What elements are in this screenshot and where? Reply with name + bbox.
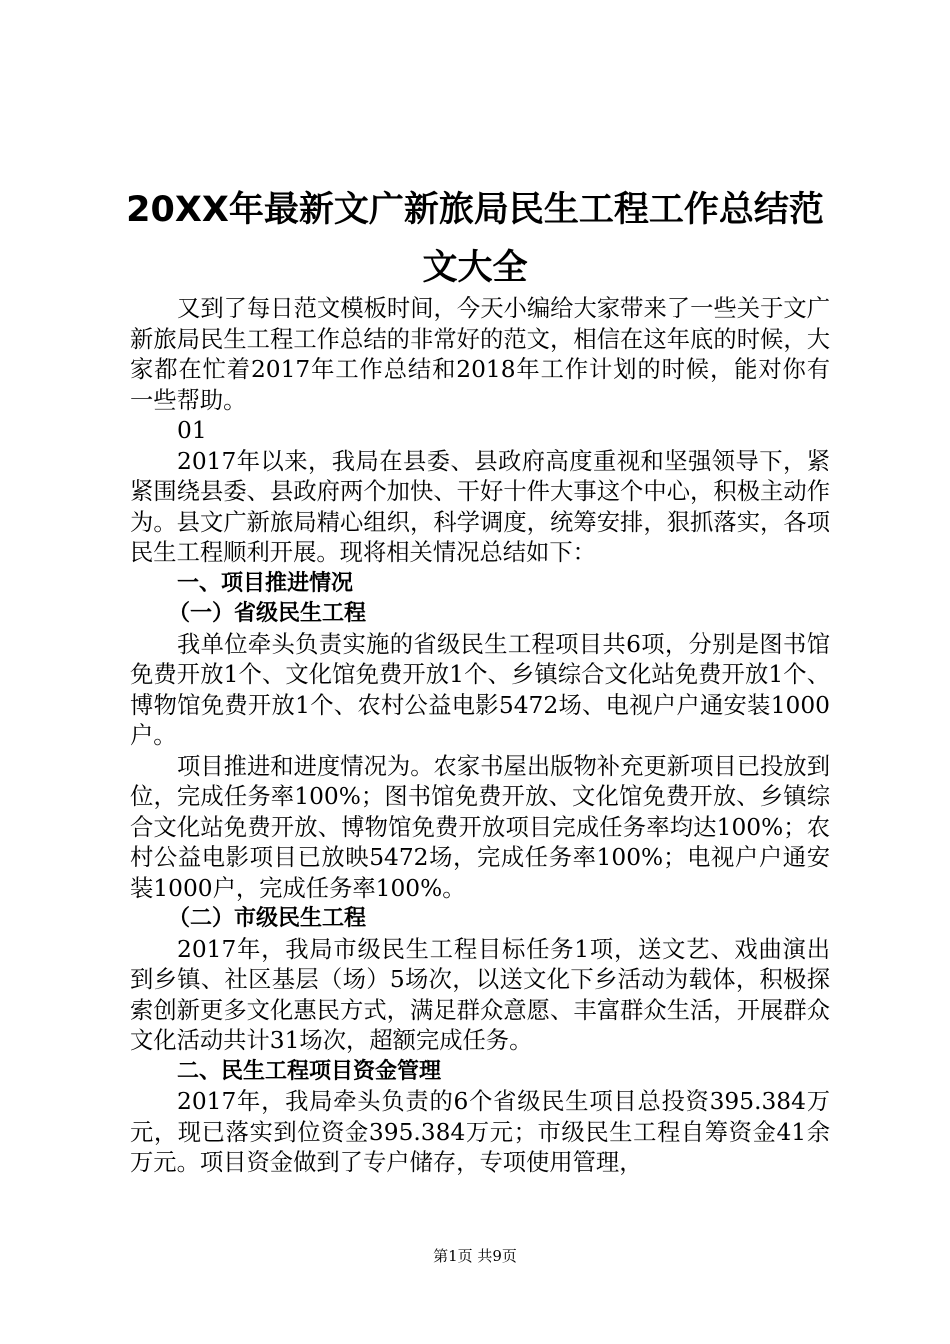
provincial-projects-paragraph: 我单位牵头负责实施的省级民生工程项目共6项，分别是图书馆免费开放1个、文化馆免费开放1个、乡镇综合文化站免费开放1个、博物馆免费开放1个、农村公益电影5472场、电视户户通安装1000户。 (130, 630, 830, 749)
municipal-projects-paragraph: 2017年，我局市级民生工程目标任务1项，送文艺、戏曲演出到乡镇、社区基层（场）5场次，以送文化下乡活动为载体，积极探索创新更多文化惠民方式，满足群众意愿、丰富群众生活，开展群众文化活动共计31场次，超额完成任务。 (130, 935, 830, 1054)
progress-paragraph: 项目推进和进度情况为。农家书屋出版物补充更新项目已投放到位，完成任务率100%；图书馆免费开放、文化馆免费开放、乡镇综合文化站免费开放、博物馆免费开放项目完成任务率均达100%；农村公益电影项目已放映5472场，完成任务率100%；电视户户通安装1000户，完成任务率100%。 (130, 752, 830, 902)
page-footer: 第1页 共9页 (433, 1247, 517, 1265)
document-title-line-2: 文大全 (422, 248, 528, 288)
section-number: 01 (177, 417, 207, 444)
heading-project-progress: 一、项目推进情况 (177, 570, 354, 596)
document-title-line-1: 20XX年最新文广新旅局民生工程工作总结范 (126, 190, 824, 230)
subheading-provincial: （一）省级民生工程 (168, 601, 367, 626)
overview-paragraph: 2017年以来，我局在县委、县政府高度重视和坚强领导下，紧紧围绕县委、县政府两个加快、干好十件大事这个中心，积极主动作为。县文广新旅局精心组织，科学调度，统筹安排，狠抓落实，各项民生工程顺利开展。现将相关情况总结如下： (130, 447, 830, 566)
heading-fund-management: 二、民生工程项目资金管理 (177, 1058, 442, 1084)
funds-paragraph: 2017年，我局牵头负责的6个省级民生项目总投资395.384万元，现已落实到位资金395.384万元；市级民生工程自筹资金41余万元。项目资金做到了专户储存，专项使用管理， (130, 1088, 830, 1176)
document-body (130, 294, 830, 1179)
intro-paragraph: 又到了每日范文模板时间，今天小编给大家带来了一些关于文广新旅局民生工程工作总结的非常好的范文，相信在这年底的时候，大家都在忙着2017年工作总结和2018年工作计划的时候，能对你有一些帮助。 (130, 295, 830, 414)
subheading-municipal: （二）市级民生工程 (168, 906, 367, 931)
